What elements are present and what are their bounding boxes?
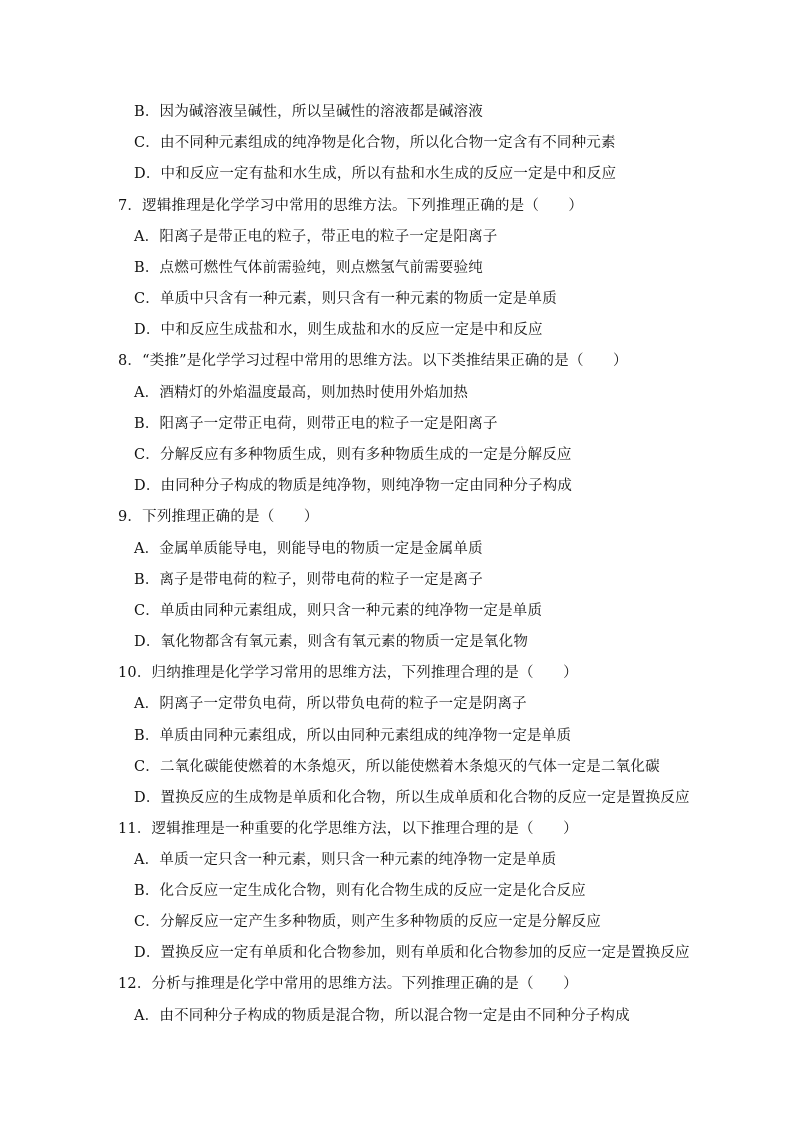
option-12a: A．由不同种分子构成的物质是混合物，所以混合物一定是由不同种分子构成 [134,1008,630,1024]
question-8: 8．“类推”是化学学习过程中常用的思维方法。以下类推结果正确的是（ ） [118,353,628,369]
option-11c: C．分解反应一定产生多种物质，则产生多种物质的反应一定是分解反应 [134,914,601,930]
question-11: 11．逻辑推理是一种重要的化学思维方法，以下推理合理的是（ ） [118,821,578,837]
option-10d: D．置换反应的生成物是单质和化合物，所以生成单质和化合物的反应一定是置换反应 [134,790,690,806]
option-8d: D．由同种分子构成的物质是纯净物，则纯净物一定由同种分子构成 [134,478,573,494]
option-6d: D．中和反应一定有盐和水生成，所以有盐和水生成的反应一定是中和反应 [134,166,617,182]
question-10: 10．归纳推理是化学学习常用的思维方法，下列推理合理的是（ ） [118,665,578,681]
option-10b: B．单质由同种元素组成，所以由同种元素组成的纯净物一定是单质 [134,728,572,744]
option-11d: D．置换反应一定有单质和化合物参加，则有单质和化合物参加的反应一定是置换反应 [134,945,690,961]
question-9: 9．下列推理正确的是（ ） [118,509,319,525]
option-9b: B．离子是带电荷的粒子，则带电荷的粒子一定是离子 [134,572,483,588]
question-12: 12．分析与推理是化学中常用的思维方法。下列推理正确的是（ ） [118,976,578,992]
option-9c: C．单质由同种元素组成，则只含一种元素的纯净物一定是单质 [134,603,543,619]
option-11a: A．单质一定只含一种元素，则只含一种元素的纯净物一定是单质 [134,852,557,868]
option-6b: B．因为碱溶液呈碱性，所以呈碱性的溶液都是碱溶液 [134,104,483,120]
option-6c: C．由不同种元素组成的纯净物是化合物，所以化合物一定含有不同种元素 [134,135,616,151]
option-8c: C．分解反应有多种物质生成，则有多种物质生成的一定是分解反应 [134,447,572,463]
option-7a: A．阳离子是带正电的粒子，带正电的粒子一定是阳离子 [134,229,498,245]
option-9d: D．氧化物都含有氧元素，则含有氧元素的物质一定是氧化物 [134,634,529,650]
option-7d: D．中和反应生成盐和水，则生成盐和水的反应一定是中和反应 [134,322,543,338]
option-7b: B．点燃可燃性气体前需验纯，则点燃氢气前需要验纯 [134,260,483,276]
option-10a: A．阴离子一定带负电荷，所以带负电荷的粒子一定是阴离子 [134,696,527,712]
option-11b: B．化合反应一定生成化合物，则有化合物生成的反应一定是化合反应 [134,883,586,899]
option-10c: C．二氧化碳能使燃着的木条熄灭，所以能使燃着木条熄灭的气体一定是二氧化碳 [134,759,660,775]
option-9a: A．金属单质能导电，则能导电的物质一定是金属单质 [134,541,483,557]
option-8a: A．酒精灯的外焰温度最高，则加热时使用外焰加热 [134,385,469,401]
question-7: 7．逻辑推理是化学学习中常用的思维方法。下列推理正确的是（ ） [118,198,584,214]
option-8b: B．阳离子一定带正电荷，则带正电的粒子一定是阳离子 [134,416,498,432]
option-7c: C．单质中只含有一种元素，则只含有一种元素的物质一定是单质 [134,291,557,307]
